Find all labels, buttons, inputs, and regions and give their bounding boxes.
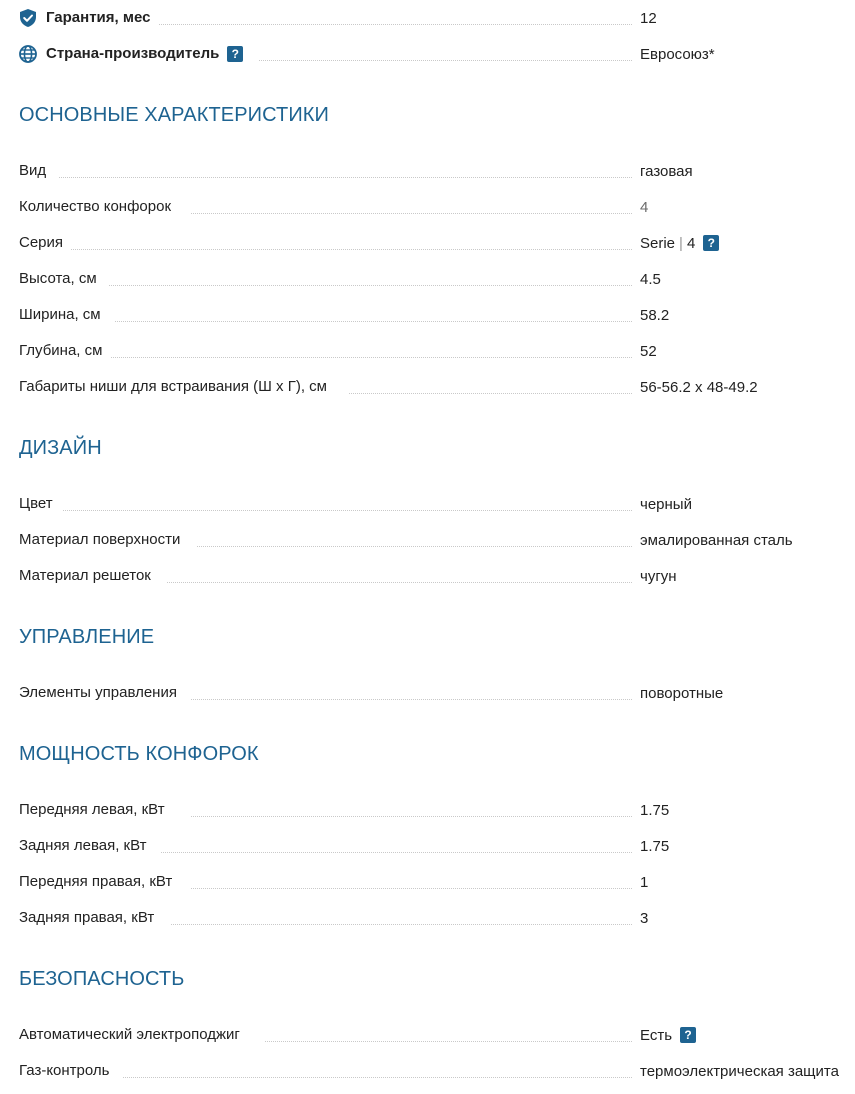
section-title-safety: БЕЗОПАСНОСТЬ	[19, 968, 185, 990]
dotted-leader	[171, 924, 632, 925]
spec-value	[640, 225, 719, 261]
spec-row	[19, 905, 855, 941]
spec-value: поворотные	[640, 684, 724, 702]
spec-row	[19, 374, 855, 410]
help-icon[interactable]: ?	[680, 1027, 696, 1043]
spec-value: 52	[640, 342, 657, 360]
spec-label: Элементы управления	[19, 684, 177, 701]
spec-label: Передняя правая, кВт	[19, 873, 173, 890]
dotted-leader	[115, 321, 632, 322]
spec-value	[640, 1017, 696, 1053]
spec-value: эмалированная сталь	[640, 531, 793, 549]
series-number[interactable]: 4	[686, 234, 696, 252]
spec-label: Количество конфорок	[19, 198, 172, 215]
spec-label: Гарантия, мес	[46, 9, 151, 26]
dotted-leader	[123, 1077, 632, 1078]
spec-value: черный	[640, 495, 692, 513]
section-title-control: УПРАВЛЕНИЕ	[19, 626, 155, 648]
help-icon[interactable]: ?	[703, 235, 719, 251]
dotted-leader	[191, 699, 632, 700]
spec-row-country	[19, 41, 855, 77]
dotted-leader	[167, 582, 632, 583]
section-title-design: ДИЗАЙН	[19, 437, 102, 459]
shield-check-icon	[19, 9, 38, 28]
globe-icon	[19, 45, 38, 64]
spec-value: 12	[640, 9, 657, 27]
spec-row-series	[19, 230, 855, 266]
spec-value: 1.75	[640, 801, 670, 819]
spec-value-text: Есть	[640, 1026, 673, 1044]
spec-label: Автоматический электроподжиг	[19, 1026, 240, 1043]
series-separator: |	[679, 234, 683, 252]
spec-value: чугун	[640, 567, 677, 585]
spec-label: Серия	[19, 234, 64, 251]
spec-value: 4	[640, 198, 649, 216]
spec-label: Газ-контроль	[19, 1062, 110, 1079]
spec-label: Высота, см	[19, 270, 97, 287]
dotted-leader	[59, 177, 632, 178]
dotted-leader	[111, 357, 632, 358]
dotted-leader	[109, 285, 632, 286]
dotted-leader	[191, 213, 632, 214]
spec-label: Ширина, см	[19, 306, 101, 323]
spec-label: Задняя левая, кВт	[19, 837, 147, 854]
spec-label: Страна-производитель	[46, 45, 220, 62]
help-icon[interactable]: ?	[227, 46, 243, 62]
dotted-leader	[349, 393, 632, 394]
section-title-power: МОЩНОСТЬ КОНФОРОК	[19, 743, 259, 765]
dotted-leader	[197, 546, 632, 547]
spec-row	[19, 680, 855, 716]
spec-value: 1	[640, 873, 649, 891]
dotted-leader	[159, 24, 632, 25]
spec-label: Габариты ниши для встраивания (Ш x Г), см	[19, 378, 327, 395]
series-name[interactable]: Serie	[640, 234, 676, 252]
dotted-leader	[161, 852, 632, 853]
spec-value: термоэлектрическая защита	[640, 1062, 839, 1080]
spec-value: газовая	[640, 162, 693, 180]
spec-value: 56-56.2 x 48-49.2	[640, 378, 758, 396]
spec-label: Передняя левая, кВт	[19, 801, 165, 818]
spec-row	[19, 266, 855, 302]
spec-value: 58.2	[640, 306, 670, 324]
spec-value: 3	[640, 909, 649, 927]
spec-row	[19, 563, 855, 599]
spec-label: Цвет	[19, 495, 53, 512]
spec-value: 1.75	[640, 837, 670, 855]
dotted-leader	[63, 510, 632, 511]
dotted-leader	[259, 60, 632, 61]
spec-label: Вид	[19, 162, 47, 179]
spec-value: 4.5	[640, 270, 661, 288]
dotted-leader	[265, 1041, 632, 1042]
spec-row	[19, 302, 855, 338]
spec-label: Глубина, см	[19, 342, 103, 359]
spec-row	[19, 194, 855, 230]
spec-label: Задняя правая, кВт	[19, 909, 155, 926]
dotted-leader	[71, 249, 632, 250]
dotted-leader	[191, 816, 632, 817]
spec-value: Евросоюз*	[640, 45, 715, 63]
dotted-leader	[191, 888, 632, 889]
section-title-main: ОСНОВНЫЕ ХАРАКТЕРИСТИКИ	[19, 104, 330, 126]
spec-label: Материал поверхности	[19, 531, 181, 548]
spec-label: Материал решеток	[19, 567, 151, 584]
